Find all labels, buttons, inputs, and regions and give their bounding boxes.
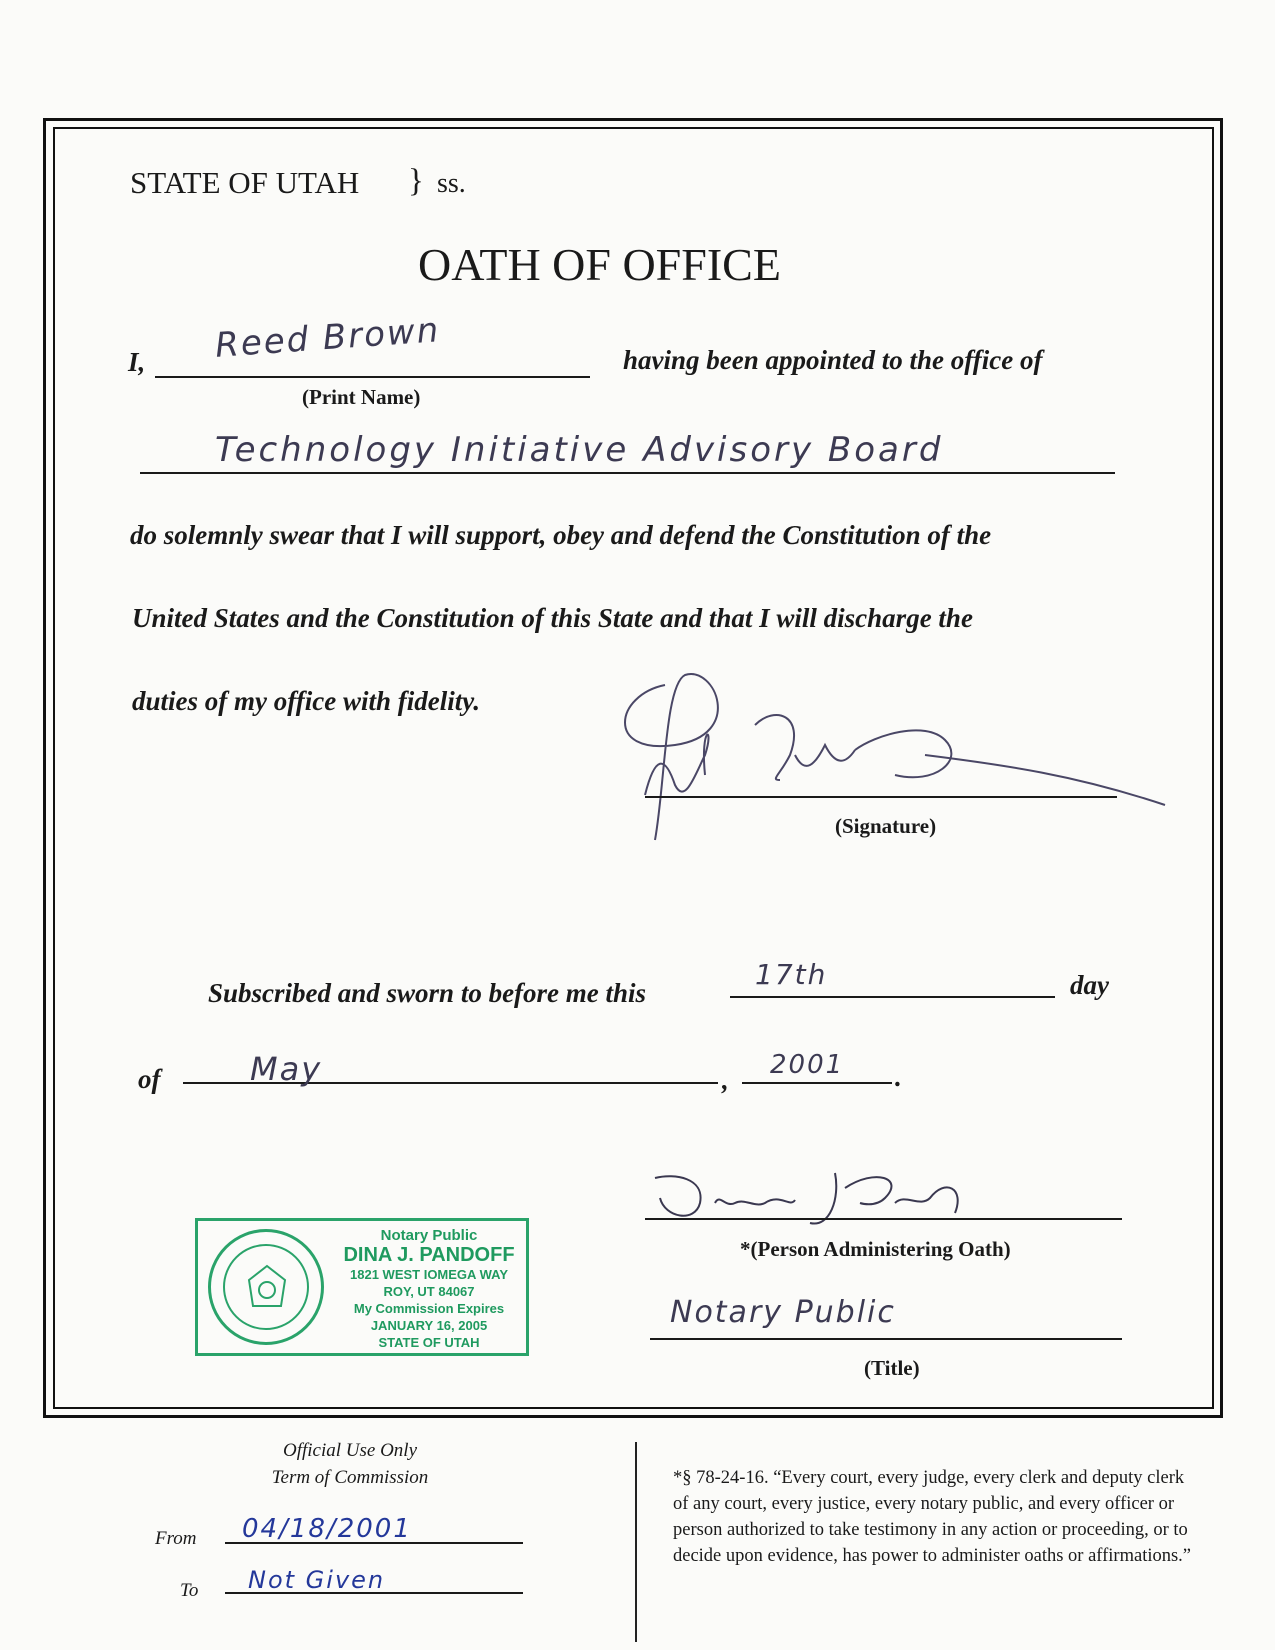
seal-line-expires-date: JANUARY 16, 2005 (370, 1318, 488, 1333)
notary-seal (195, 1218, 529, 1356)
day-value: 17th (755, 958, 828, 991)
to-label: To (180, 1580, 199, 1601)
print-name-line (155, 376, 590, 378)
seal-line-city: ROY, UT 84067 (383, 1284, 475, 1299)
day-label: day (1070, 970, 1109, 1000)
signature-caption: (Signature) (835, 814, 937, 838)
oath-line-2: United States and the Constitution of this State and that I will discharge the (132, 603, 973, 633)
subscribed-text: Subscribed and sworn to before me this (208, 978, 647, 1008)
seal-line-expires-label: My Commission Expires (353, 1301, 505, 1316)
seal-line-state: STATE OF UTAH (378, 1335, 480, 1350)
seal-line-name: DINA J. PANDOFF (343, 1244, 515, 1266)
term-of-commission-title: Term of Commission (271, 1467, 429, 1488)
month-value: May (250, 1050, 323, 1088)
year-value: 2001 (770, 1050, 845, 1080)
from-label: From (155, 1528, 197, 1549)
year-comma: , (722, 1065, 729, 1095)
appointed-text: having been appointed to the office of (623, 345, 1043, 375)
year-period: . (895, 1062, 902, 1092)
oath-prefix: I, (128, 347, 146, 377)
of-label: of (138, 1064, 161, 1094)
statute-note: *§ 78-24-16. “Every court, every judge, every clerk and deputy clerk of any court, every justice, every notary public, and every officer or person authorized to take testimony in any action or proceeding, or to decide upon evidence, has power to administer oaths or affirmations.” (673, 1468, 1192, 1566)
seal-text (334, 1227, 524, 1351)
from-value: 04/18/2001 (242, 1514, 412, 1544)
title-caption: (Title) (864, 1356, 920, 1380)
print-name-value: Reed Brown (213, 310, 442, 366)
state-label: STATE OF UTAH (130, 165, 360, 200)
state-seal-emblem (208, 1229, 324, 1345)
official-use-title: Official Use Only (282, 1440, 418, 1461)
title-line (650, 1338, 1122, 1340)
venue-brace: } (408, 163, 424, 199)
to-value: Not Given (248, 1566, 386, 1594)
print-name-caption: (Print Name) (302, 385, 421, 409)
title-value: Notary Public (670, 1295, 896, 1330)
ss-label: ss. (437, 168, 466, 199)
administering-line (645, 1218, 1122, 1220)
official-use-heading (230, 1437, 470, 1491)
oath-line-1: do solemnly swear that I will support, obey and defend the Constitution of the (130, 520, 992, 550)
notary-signature-mark (645, 1158, 1005, 1238)
day-line (730, 996, 1055, 998)
document-title: OATH OF OFFICE (418, 239, 781, 290)
office-value: Technology Initiative Advisory Board (215, 430, 944, 470)
footer-divider (635, 1442, 637, 1642)
office-line (140, 472, 1115, 474)
signature-line (645, 796, 1117, 798)
seal-line-notary: Notary Public (380, 1227, 478, 1244)
year-line (742, 1082, 892, 1084)
oath-line-3: duties of my office with fidelity. (132, 686, 480, 716)
administering-caption: *(Person Administering Oath) (740, 1237, 1011, 1261)
seal-line-address: 1821 WEST IOMEGA WAY (350, 1267, 508, 1282)
